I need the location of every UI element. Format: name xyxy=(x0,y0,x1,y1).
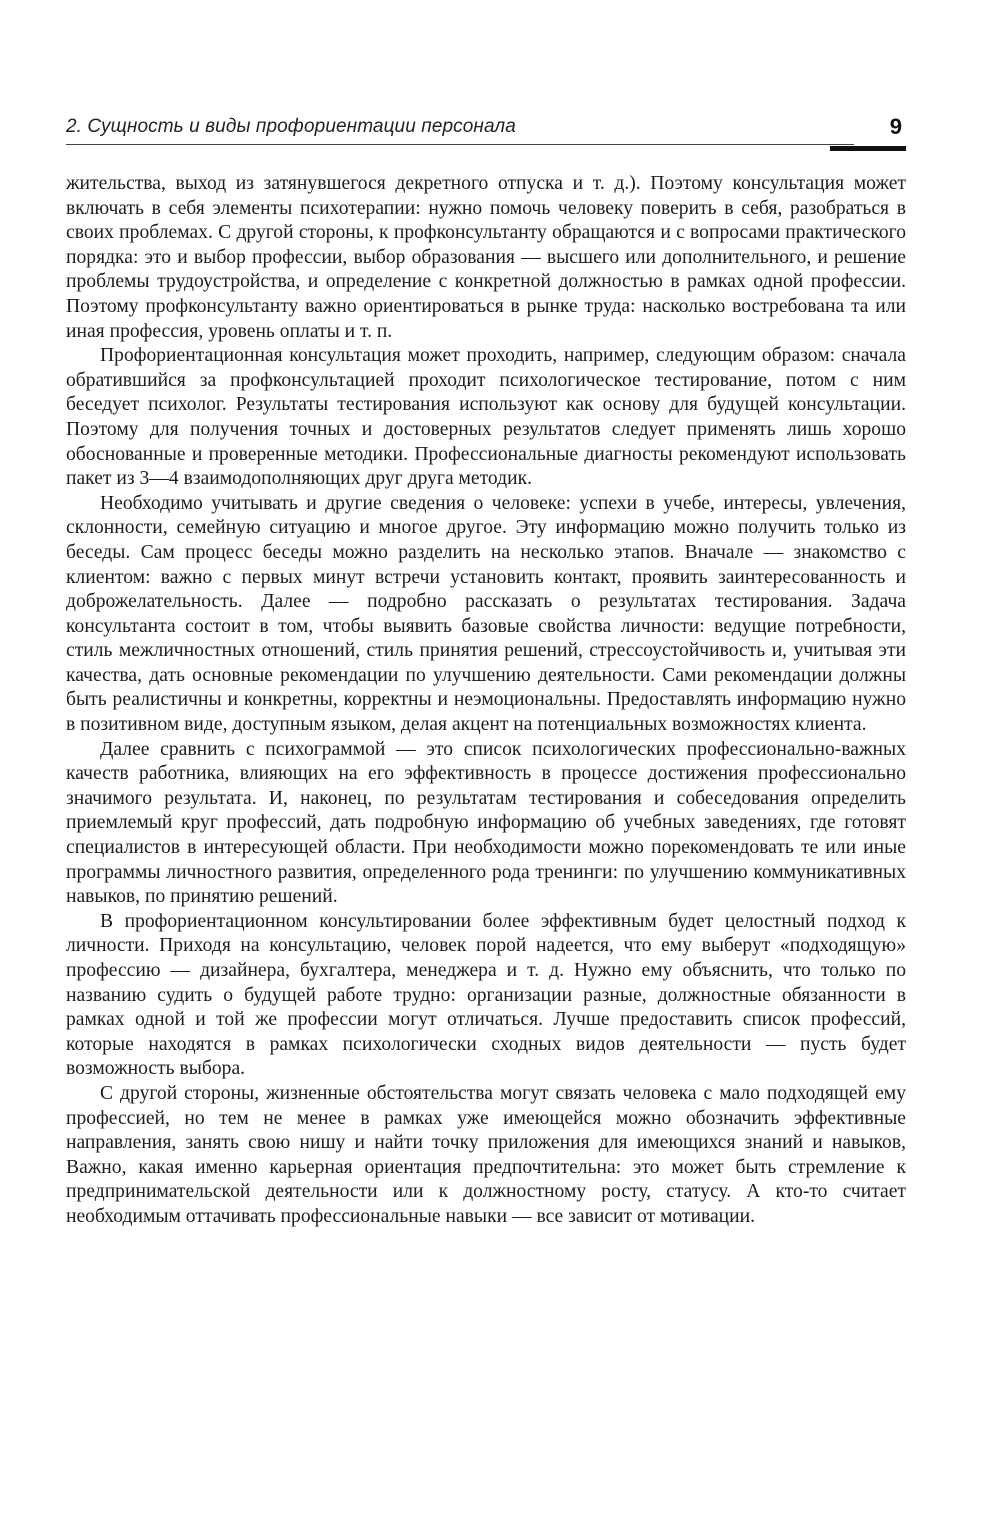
header-rule xyxy=(66,144,854,145)
paragraph: С другой стороны, жизненные обстоятельства могут связать человека с мало подходящей ему профессией, но тем не менее в рамках уже имеющейся можно обозначить эффективные направления, занять свою нишу и найти точку приложения для имеющихся знаний и навыков, Важно, какая именно карьерная ориентация предпочтительна: это может быть стремление к предпринимательской деятельности или к должностному росту, статусу. А кто-то считает необходимым оттачивать профессиональные навыки — все зависит от мотивации. xyxy=(66,1082,906,1227)
paragraph: Профориентационная консультация может проходить, например, следующим образом: сначала обратившийся за профконсультацией проходит психологическое тестирование, потом с ним беседует психолог. Результаты тестирования используют как основу для будущей консультации. Поэтому для получения точных и достоверных результатов следует применять лишь хорошо обоснованные и проверенные методики. Профессиональные диагносты рекомендуют использовать пакет из 3—4 взаимодополняющих друг друга методик. xyxy=(66,345,906,490)
body-text xyxy=(66,172,906,1230)
running-header xyxy=(66,110,906,150)
page-number-bar xyxy=(830,146,906,151)
paragraph: В профориентационном консультировании более эффективным будет целостный подход к личности. Приходя на консультацию, человек порой надеется, что ему выберут «подходящую» профессию — дизайнера, бухгалтера, менеджера и т. д. Нужно ему объяснить, что только по названию судить о будущей работе трудно: организации разные, должностные обязанности в рамках одной и той же профессии могут отличаться. Лучше предоставить список профессий, которые находятся в рамках психологически сходных видов деятельности — пусть будет возможность выбора. xyxy=(66,910,906,1080)
page-number: 9 xyxy=(889,114,902,139)
chapter-title: 2. Сущность и виды профориентации персонала xyxy=(66,116,516,137)
paragraph-continued: жительства, выход из затянувшегося декретного отпуска и т. д.). Поэтому консультация может включать в себя элементы психотерапии: нужно помочь человеку поверить в себя, разобраться в своих проблемах. С другой стороны, к профконсультанту обращаются и с вопросами практического порядка: это и выбор профессии, выбор образования — высшего или дополнительного, и решение проблемы трудоустройства, и определение с конкретной должностью в рамках одной профессии. Поэтому профконсультанту важно ориентироваться в рынке труда: насколько востребована та или иная профессия, уровень оплаты и т. п. xyxy=(66,173,906,342)
paragraph: Необходимо учитывать и другие сведения о человеке: успехи в учебе, интересы, увлечения, склонности, семейную ситуацию и многое другое. Эту информацию можно получить только из беседы. Сам процесс беседы можно разделить на несколько этапов. Вначале — знакомство с клиентом: важно с первых минут встречи установить контакт, проявить заинтересованность и доброжелательность. Далее — подробно рассказать о результатах тестирования. Задача консультанта состоит в том, чтобы выявить базовые свойства личности: ведущие потребности, стиль межличностных отношений, стиль принятия решений, стрессоустойчивость и, учитывая эти качества, дать основные рекомендации по улучшению деятельности. Сами рекомендации должны быть реалистичны и конкретны, корректны и неэмоциональны. Предоставлять информацию нужно в позитивном виде, доступным языком, делая акцент на потенциальных возможностях клиента. xyxy=(66,492,906,736)
paragraph: Далее сравнить с психограммой — это список психологических профессионально-важных качеств работника, влияющих на его эффективность в процессе достижения профессионально значимого результата. И, наконец, по результатам тестирования и собеседования определить приемлемый круг профессий, дать подробную информацию об учебных заведениях, где готовят специалистов в интересующей области. При необходимости можно порекомендовать те или иные программы личностного развития, определенного рода тренинги: по улучшению коммуникативных навыков, по принятию решений. xyxy=(66,738,906,908)
book-page xyxy=(66,110,906,1230)
